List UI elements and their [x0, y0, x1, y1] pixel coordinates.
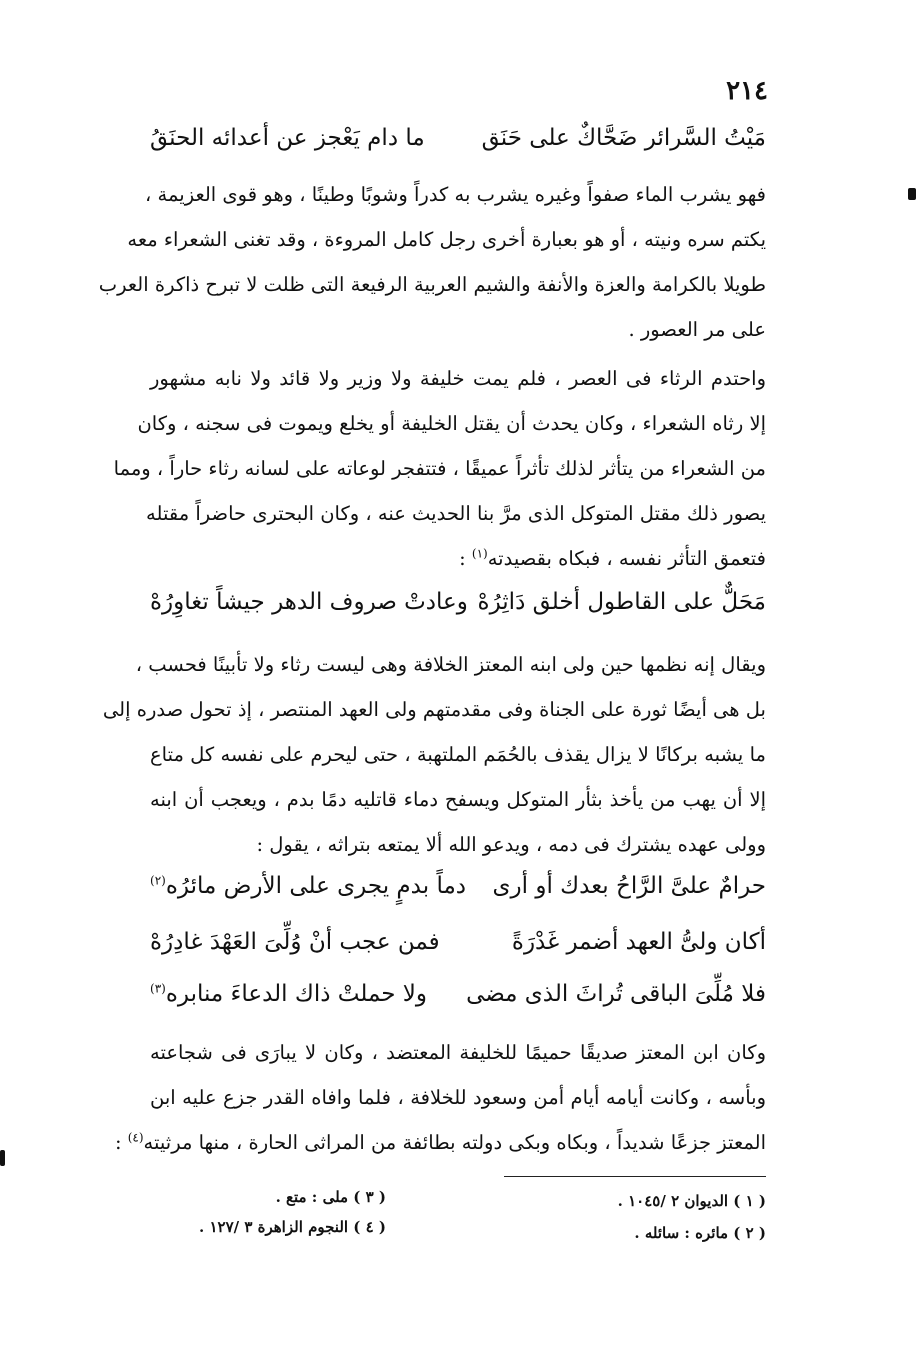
footnote-2: ( ٢ ) مائره : سائله .: [634, 1224, 766, 1242]
scan-mark: [908, 188, 916, 200]
verse-line-2: [150, 582, 766, 622]
paragraph-line: بل هى أيضًا ثورة على الجناة وفى مقدمتهم ولى العهد المنتصر ، إذ تحول صدره إلى: [102, 698, 766, 721]
footnote-ref: (١): [471, 546, 488, 561]
page-number: ٢١٤: [726, 76, 768, 106]
paragraph-line: وبأسه ، وكانت أيامه أيام أمن وسعود للخلافة ، فلما وافاه القدر جزع عليه ابن: [150, 1086, 766, 1109]
footnote-3: ( ٣ ) ملى : متع .: [275, 1188, 386, 1206]
verse-hemistich-first: مَحَلٌّ على القاطول أخلق دَاثِرُهْ: [477, 589, 766, 615]
paragraph-line: إلا رثاه الشعراء ، وكان يحدث أن يقتل الخليفة أو يخلع ويموت فى سجنه ، وكان: [137, 412, 766, 435]
paragraph-line: فهو يشرب الماء صفواً وغيره يشرب به كدراً وشوبًا وطينًا ، وهو قوى العزيمة ،: [145, 183, 766, 206]
verse-hemistich-second: وعادتْ صروف الدهر جيشاً تغاوِرُهْ: [150, 589, 468, 615]
paragraph-line: ويقال إنه نظمها حين ولى ابنه المعتز الخلافة وهى ليست رثاء ولا تأبينًا فحسب ،: [135, 653, 766, 676]
verse-text: دماً بدمٍ يجرى على الأرض مائرُه: [165, 873, 467, 899]
paragraph-line: يكتم سره ونيته ، أو هو بعبارة أخرى رجل كامل المروءة ، وقد تغنى الشعراء معه: [127, 228, 766, 251]
paragraph-line: من الشعراء من يتأثر لذلك تأثراً عميقًا ، فتتفجر لوعاته على لسانه رثاء حاراً ، ومما: [113, 457, 766, 480]
verse-line-5: [150, 974, 766, 1014]
footnote-divider: [504, 1176, 766, 1177]
verse-hemistich-second: فمن عجب أنْ وُلِّىَ العَهْدَ غادِرُهْ: [150, 929, 440, 955]
verse-line-4: [150, 922, 766, 962]
verse-hemistich-second: [150, 866, 466, 906]
footnote-ref: (٣): [150, 981, 166, 996]
paragraph-text: المعتز جزعًا شديداً ، وبكاه وبكى دولته بطائفة من المراثى الحارة ، منها مرثيته: [143, 1131, 766, 1154]
verse-hemistich-first: حرامٌ علىَّ الرَّاحُ بعدك أو أرى: [492, 873, 766, 899]
paragraph-text: :: [459, 547, 472, 570]
paragraph-line: على مر العصور .: [628, 318, 766, 341]
verse-line-1: [150, 118, 766, 158]
paragraph-line: وكان ابن المعتز صديقًا حميمًا للخليفة المعتضد ، وكان لا يبارَى فى شجاعته: [150, 1041, 766, 1064]
footnote-ref: (٢): [150, 873, 166, 888]
paragraph-line: طويلا بالكرامة والعزة والأنفة والشيم العربية الرفيعة التى ظلت لا تبرح ذاكرة العرب: [98, 273, 766, 296]
paragraph-line: إلا أن يهب من يأخذ بثأر المتوكل ويسفح دماء قاتليه دمًا بدم ، ويعجب أن ابنه: [150, 788, 766, 811]
paragraph-line: ما يشبه بركانًا لا يزال يقذف بالحُمَم الملتهبة ، حتى ليحرم على نفسه كل متاع: [150, 743, 766, 766]
verse-hemistich-second: [150, 974, 427, 1014]
verse-line-3: [150, 866, 766, 906]
paragraph-line: [150, 536, 766, 581]
footnote-ref: (٤): [127, 1130, 144, 1145]
verse-hemistich-first: أكان ولىُّ العهد أضمر غَدْرَةً: [511, 929, 766, 955]
paragraph-2: [113, 356, 766, 581]
paragraph-4: [114, 1030, 766, 1165]
verse-hemistich-first: مَيْتُ السَّرائر ضَحَّاكٌ على حَنَق: [481, 125, 766, 151]
paragraph-1: [98, 172, 766, 352]
verse-hemistich-second: ما دام يَعْجز عن أعدائه الحنَقُ: [150, 125, 425, 151]
paragraph-line: وولى عهده يشترك فى دمه ، ويدعو الله ألا يمتعه بتراثه ، يقول :: [256, 833, 766, 856]
paragraph-text: فتعمق التأثر نفسه ، فبكاه بقصيدته: [487, 547, 766, 570]
scan-mark: [0, 1150, 5, 1166]
paragraph-line: يصور ذلك مقتل المتوكل الذى مرَّ بنا الحديث عنه ، وكان البحترى حاضراً مقتله: [146, 502, 766, 525]
paragraph-text: :: [114, 1131, 128, 1154]
paragraph-3: [102, 642, 766, 867]
paragraph-line: واحتدم الرثاء فى العصر ، فلم يمت خليفة ولا وزير ولا قائد ولا نابه مشهور: [150, 367, 766, 390]
verse-hemistich-first: فلا مُلِّىَ الباقى تُراثَ الذى مضى: [466, 981, 766, 1007]
footnote-1: ( ١ ) الديوان ٢ /١٠٤٥ .: [617, 1192, 766, 1210]
paragraph-line: [114, 1120, 766, 1165]
footnote-4: ( ٤ ) النجوم الزاهرة ٣ /١٢٧ .: [199, 1218, 386, 1236]
verse-text: ولا حملتْ ذاك الدعاءَ منابره: [165, 981, 428, 1007]
